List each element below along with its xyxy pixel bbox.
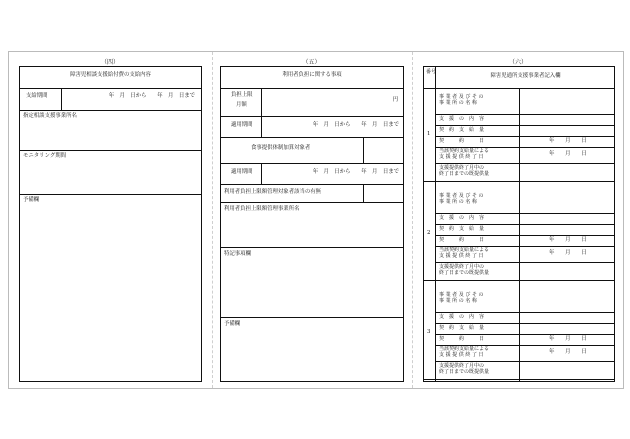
panel6-number: （六） <box>508 59 527 66</box>
panel6-form <box>423 66 615 382</box>
row-label-office-2: 事 業 所 の 名 称 <box>439 199 477 205</box>
date-value: 年 月 日 <box>549 151 587 157</box>
row-label-end-2: 支 援 提 供 終 了 日 <box>439 352 484 358</box>
panel5-notes-label: 予備欄 <box>224 321 241 327</box>
row-label-contract-date: 契 約 日 <box>439 236 485 243</box>
row-label-used-2: 終了日までの既提供量 <box>439 369 490 375</box>
supply-period-label: 支給期間 <box>26 93 48 99</box>
panel4-title: 障害児相談支援給付費の支給内容 <box>70 72 151 78</box>
row-label-used-2: 終了日までの既提供量 <box>439 270 490 276</box>
row-label-office-1: 事 業 者 及 び そ の <box>439 292 484 298</box>
apply-period-label: 適用期間 <box>231 122 253 128</box>
date-value: 年 月 日 <box>549 250 587 256</box>
row-label-end-1: 当該契約支給量による <box>439 148 490 154</box>
number-header: 番号 <box>426 69 437 75</box>
meal-title: 食事提供体制加算対象者 <box>251 145 311 151</box>
row-label-office-2: 事 業 所 の 名 称 <box>439 100 477 106</box>
panel5-form <box>220 66 404 382</box>
row-label-amount: 契 約 支 給 量 <box>439 225 485 232</box>
row-label-end-1: 当該契約支給量による <box>439 247 490 253</box>
row-label-used-1: 支援提供終了月中の <box>439 165 485 171</box>
document-page <box>8 51 624 389</box>
row-label-content: 支 援 の 内 容 <box>439 214 485 221</box>
meal-period-value: 年 月 日から 年 月 日まで <box>312 169 399 175</box>
date-value: 年 月 日 <box>549 137 587 144</box>
block-number: 1 <box>427 130 431 137</box>
row-label-amount: 契 約 支 給 量 <box>439 324 485 331</box>
manage-office-label: 利用者負担上限額管理事業所名 <box>224 206 300 212</box>
limit-unit: 円 <box>392 97 398 103</box>
panel4-form <box>19 66 202 382</box>
page-divider <box>412 52 413 388</box>
row-label-end-2: 支 援 提 供 終 了 日 <box>439 154 484 160</box>
row-label-used-1: 支援提供終了月中の <box>439 264 485 270</box>
block-number: 3 <box>427 328 431 335</box>
row-label-end-1: 当該契約支給量による <box>439 346 490 352</box>
limit-label: 負担上限 <box>231 92 253 98</box>
panel6-title: 障害児通所支援事業者記入欄 <box>490 73 561 79</box>
limit-label-2: 月額 <box>236 102 247 108</box>
panel4-notes-label: 予備欄 <box>23 197 40 203</box>
panel5-title: 利用者負担に関する事項 <box>282 72 342 78</box>
monitoring-label: モニタリング期間 <box>23 153 67 159</box>
date-value: 年 月 日 <box>549 236 587 243</box>
meal-period-label: 適用期間 <box>231 169 253 175</box>
row-label-used-1: 支援提供終了月中の <box>439 363 485 369</box>
row-label-contract-date: 契 約 日 <box>439 335 485 342</box>
row-label-amount: 契 約 支 給 量 <box>439 126 485 133</box>
row-label-used-2: 終了日までの既提供量 <box>439 171 490 177</box>
provider-label: 指定相談支援事業所名 <box>23 113 77 119</box>
row-label-end-2: 支 援 提 供 終 了 日 <box>439 253 484 259</box>
row-label-office-1: 事 業 者 及 び そ の <box>439 94 484 100</box>
panel5-number: （五） <box>302 59 321 66</box>
row-label-contract-date: 契 約 日 <box>439 137 485 144</box>
date-value: 年 月 日 <box>549 335 587 342</box>
supply-period-value: 年 月 日から 年 月 日まで <box>108 93 195 99</box>
row-label-content: 支 援 の 内 容 <box>439 313 485 320</box>
panel4-number: （四） <box>100 59 119 66</box>
manage-label: 利用者負担上限額管理対象者該当の有無 <box>224 189 322 195</box>
special-label: 特記事項欄 <box>224 251 251 257</box>
apply-period-value: 年 月 日から 年 月 日まで <box>312 122 399 128</box>
row-label-office-2: 事 業 所 の 名 称 <box>439 298 477 304</box>
row-label-office-1: 事 業 者 及 び そ の <box>439 193 484 199</box>
row-label-content: 支 援 の 内 容 <box>439 115 485 122</box>
block-number: 2 <box>427 229 431 236</box>
page-divider <box>212 52 213 388</box>
date-value: 年 月 日 <box>549 349 587 355</box>
